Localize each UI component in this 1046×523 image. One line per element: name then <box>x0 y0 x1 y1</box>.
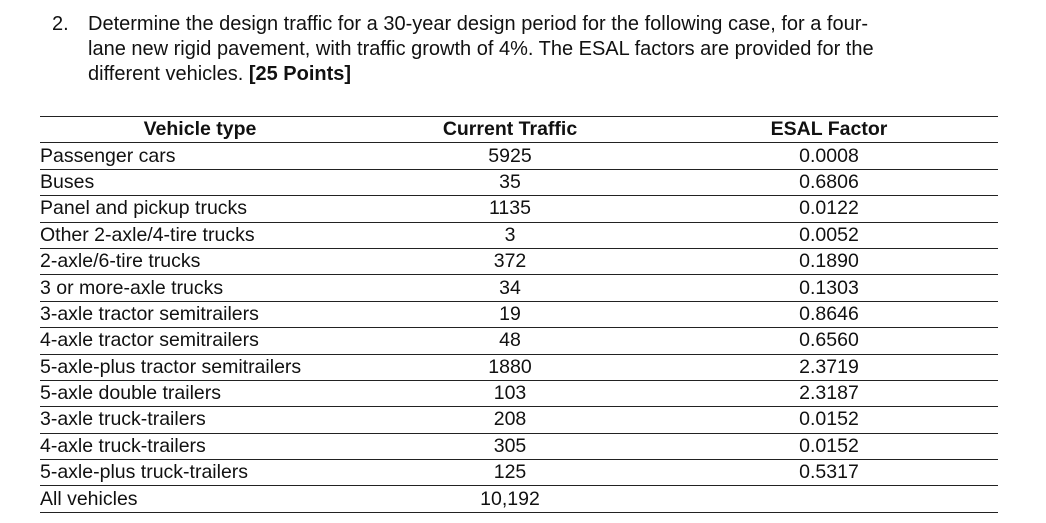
esal-factor-cell: 0.8646 <box>660 301 998 327</box>
vehicle-type-cell: All vehicles <box>40 486 360 512</box>
current-traffic-cell: 305 <box>360 433 660 459</box>
esal-factor-cell <box>660 486 998 512</box>
table-header-row <box>40 117 998 143</box>
header-current-traffic: Current Traffic <box>360 117 660 143</box>
table-row <box>40 301 998 327</box>
vehicle-type-cell: 5-axle-plus truck-trailers <box>40 460 360 486</box>
esal-factor-cell: 0.0152 <box>660 433 998 459</box>
table-row <box>40 275 998 301</box>
question-points: [25 Points] <box>248 63 352 85</box>
table-row <box>40 248 998 274</box>
question-line-1: Determine the design traffic for a 30-year design period for the following case, for a four- <box>88 13 869 35</box>
esal-factor-cell: 0.0052 <box>660 222 998 248</box>
esal-factor-cell: 0.5317 <box>660 460 998 486</box>
esal-factor-cell: 2.3719 <box>660 354 998 380</box>
esal-factor-cell: 0.6806 <box>660 169 998 195</box>
question-line-3: different vehicles. <box>88 63 244 85</box>
table-row <box>40 196 998 222</box>
esal-factor-cell: 0.0008 <box>660 143 998 169</box>
current-traffic-cell: 372 <box>360 248 660 274</box>
table-row <box>40 222 998 248</box>
esal-factor-cell: 0.1303 <box>660 275 998 301</box>
current-traffic-cell: 5925 <box>360 143 660 169</box>
current-traffic-cell: 103 <box>360 380 660 406</box>
table-row <box>40 433 998 459</box>
vehicle-type-cell: Buses <box>40 169 360 195</box>
table-row <box>40 354 998 380</box>
question-text <box>88 12 1008 87</box>
current-traffic-cell: 19 <box>360 301 660 327</box>
vehicle-type-cell: 3 or more-axle trucks <box>40 275 360 301</box>
vehicle-type-cell: 4-axle tractor semitrailers <box>40 328 360 354</box>
esal-factor-cell: 0.0152 <box>660 407 998 433</box>
header-vehicle-type: Vehicle type <box>40 117 360 143</box>
vehicle-type-cell: Other 2-axle/4-tire trucks <box>40 222 360 248</box>
current-traffic-cell: 3 <box>360 222 660 248</box>
current-traffic-cell: 208 <box>360 407 660 433</box>
header-esal-factor: ESAL Factor <box>660 117 998 143</box>
current-traffic-cell: 1880 <box>360 354 660 380</box>
vehicle-type-cell: 4-axle truck-trailers <box>40 433 360 459</box>
vehicle-type-cell: 3-axle truck-trailers <box>40 407 360 433</box>
esal-factor-cell: 0.0122 <box>660 196 998 222</box>
question-number: 2. <box>52 13 69 35</box>
esal-table <box>40 116 998 513</box>
vehicle-type-cell: 5-axle double trailers <box>40 380 360 406</box>
table-row <box>40 460 998 486</box>
table-row <box>40 328 998 354</box>
esal-factor-cell: 0.6560 <box>660 328 998 354</box>
current-traffic-cell: 125 <box>360 460 660 486</box>
current-traffic-cell: 35 <box>360 169 660 195</box>
vehicle-type-cell: 5-axle-plus tractor semitrailers <box>40 354 360 380</box>
table-body <box>40 143 998 512</box>
table-row <box>40 407 998 433</box>
table-row <box>40 169 998 195</box>
table-row <box>40 486 998 512</box>
current-traffic-cell: 34 <box>360 275 660 301</box>
question-line-2: lane new rigid pavement, with traffic growth of 4%. The ESAL factors are provided for the <box>88 38 874 60</box>
table-row <box>40 143 998 169</box>
esal-factor-cell: 2.3187 <box>660 380 998 406</box>
current-traffic-cell: 1135 <box>360 196 660 222</box>
esal-factor-cell: 0.1890 <box>660 248 998 274</box>
vehicle-type-cell: 3-axle tractor semitrailers <box>40 301 360 327</box>
vehicle-type-cell: 2-axle/6-tire trucks <box>40 248 360 274</box>
current-traffic-cell: 48 <box>360 328 660 354</box>
current-traffic-cell: 10,192 <box>360 486 660 512</box>
vehicle-type-cell: Passenger cars <box>40 143 360 169</box>
table-row <box>40 380 998 406</box>
vehicle-type-cell: Panel and pickup trucks <box>40 196 360 222</box>
